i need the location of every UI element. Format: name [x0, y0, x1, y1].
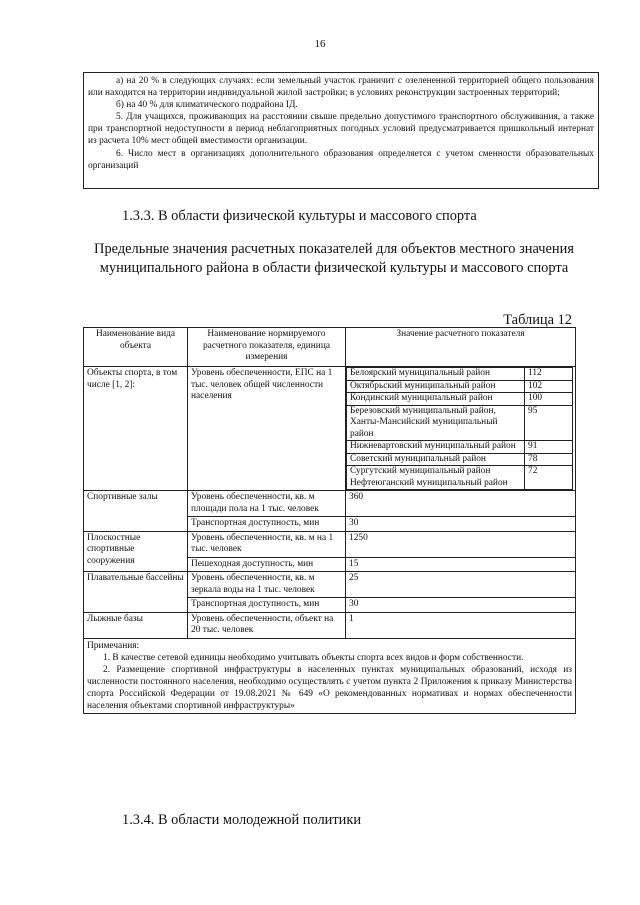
object-name: Плоскостные спортивные сооружения [84, 531, 188, 572]
district-name: Советский муниципальный район [347, 453, 525, 466]
indicator-name: Уровень обеспеченности, объект на 20 тыс. человек [188, 612, 346, 638]
indicator-name: Уровень обеспеченности, ЕПС на 1 тыс. человек общей численности населения [188, 367, 346, 491]
note-paragraph: б) на 40 % для климатического подрайона IД. [116, 100, 298, 111]
indicator-value: 25 [346, 572, 576, 598]
continuation-note-box [83, 72, 599, 189]
district-value: 112 [525, 368, 573, 381]
indicator-value: 1 [346, 612, 576, 638]
indicator-name: Транспортная доступность, мин [188, 598, 346, 613]
district-name: Березовский муниципальный район, Ханты-Мансийский муниципальный район [347, 405, 525, 441]
district-value: 78 [525, 453, 573, 466]
district-name: Октябрьский муниципальный район [347, 380, 525, 393]
note-paragraph: 6. Число мест в организациях дополнительного образования определяется с учетом сменности образовательных организаций [88, 148, 594, 171]
note-paragraph: 5. Для учащихся, проживающих на расстоянии свыше предельно допустимого транспортного обслуживания, а также при транспортной недоступности в период неблагоприятных погодных условий предусматривается пришкольный интернат из расчета 10% мест общей вместимости организации. [88, 112, 594, 147]
header-object-type: Наименование вида объекта [84, 328, 188, 367]
section-heading-1-3-3: 1.3.3. В области физической культуры и массового спорта [122, 208, 477, 224]
district-name: Белоярский муниципальный район [347, 368, 525, 381]
district-value: 91 [525, 441, 573, 454]
district-value: 102 [525, 380, 573, 393]
object-name: Лыжные базы [84, 612, 188, 638]
indicator-value: 30 [346, 517, 576, 532]
note-item: 2. Размещение спортивной инфраструктуры в населенных пунктах муниципальных образований, исходя из численности постоянного населения, необходимо осуществлять с учетом пункта 2 Приложения к приказу Министерства спорта Российской Федерации от 19.08.2021 № 649 «О рекомендованных нормативах и нормах обеспеченности населения объектами спортивной инфраструктуры» [87, 664, 572, 711]
district-name: Нижневартовский муниципальный район [347, 441, 525, 454]
indicator-value: 1250 [346, 531, 576, 557]
notes-title: Примечания: [87, 640, 140, 651]
indicator-name: Уровень обеспеченности, кв. м на 1 тыс. человек [188, 531, 346, 557]
district-value: 95 [525, 405, 573, 441]
object-name: Спортивные залы [84, 491, 188, 532]
indicator-value: 15 [346, 557, 576, 572]
header-indicator: Наименование нормируемого расчетного показателя, единица измерения [188, 328, 346, 367]
note-paragraph: а) на 20 % в следующих случаях: если земельный участок граничит с озелененной территорией общего пользования или находится на территории индивидуальной жилой застройки; в условиях реконструкции застроенных территорий; [88, 76, 594, 99]
indicator-name: Уровень обеспеченности, кв. м площади пола на 1 тыс. человек [188, 491, 346, 517]
district-name: Сургутский муниципальный район Нефтеюганский муниципальный район [347, 466, 525, 490]
district-value: 72 [525, 466, 573, 490]
header-value: Значение расчетного показателя [346, 328, 576, 367]
indicator-value: 30 [346, 598, 576, 613]
section-heading-1-3-4: 1.3.4. В области молодежной политики [122, 812, 362, 828]
table-label: Таблица 12 [503, 312, 572, 328]
indicator-name: Уровень обеспеченности, кв. м зеркала воды на 1 тыс. человек [188, 572, 346, 598]
district-values-table [346, 367, 573, 490]
object-name: Объекты спорта, в том числе [1, 2]: [84, 367, 188, 491]
district-value: 100 [525, 393, 573, 406]
table-caption: Предельные значения расчетных показателей для объектов местного значения муниципального района в области физической культуры и массового спорта [94, 241, 574, 276]
table-notes [84, 638, 576, 714]
district-values-cell [346, 367, 576, 491]
indicator-name: Транспортная доступность, мин [188, 517, 346, 532]
sport-norms-table [83, 327, 576, 714]
district-name: Кондинский муниципальный район [347, 393, 525, 406]
object-name: Плавательные бассейны [84, 572, 188, 613]
note-item: 1. В качестве сетевой единицы необходимо учитывать объекты спорта всех видов и форм собственности. [103, 652, 524, 663]
page-number: 16 [314, 38, 326, 50]
indicator-name: Пешеходная доступность, мин [188, 557, 346, 572]
indicator-value: 360 [346, 491, 576, 517]
